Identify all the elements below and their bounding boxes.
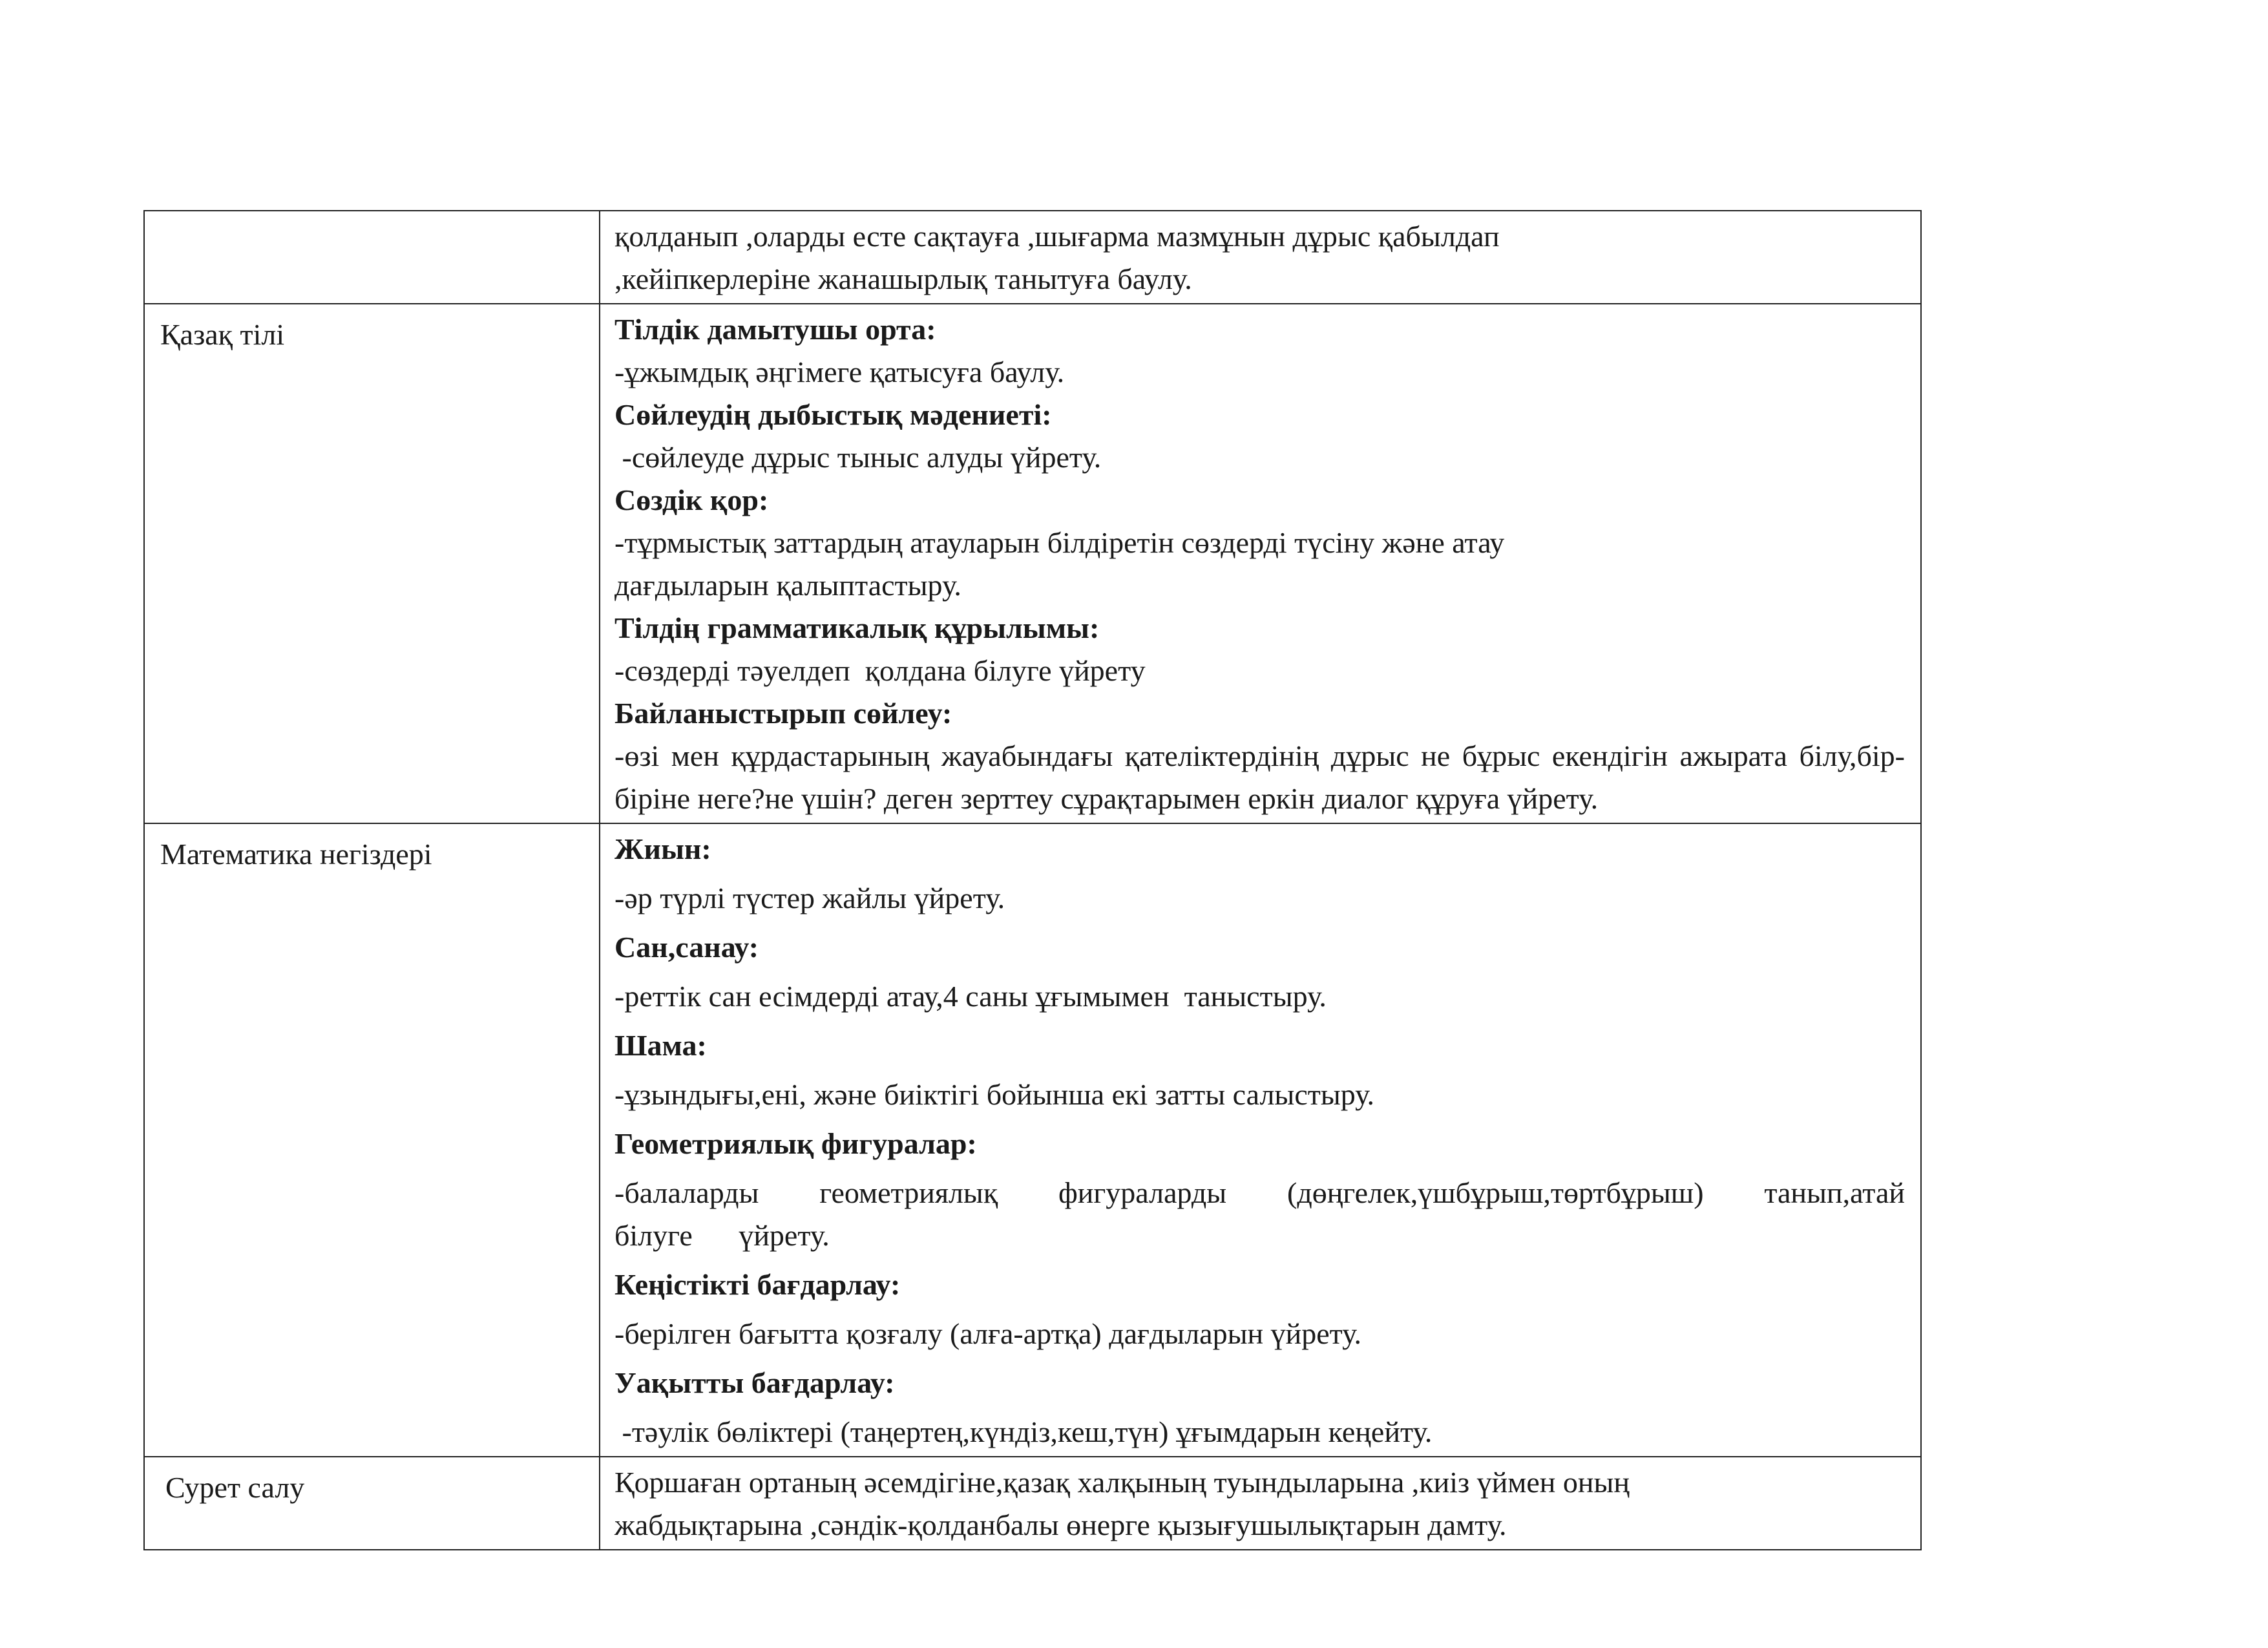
content-paragraph: -балаларды геометриялық фигураларды (дөңгелек,үшбұрыш,төртбұрыш) танып,атай білуге үйрету. xyxy=(614,1176,1905,1252)
section-heading: Байланыстырып сөйлеу: xyxy=(614,697,952,730)
table-row xyxy=(144,1457,1921,1550)
subject-cell: Математика негіздері xyxy=(144,823,600,1457)
content-line: дағдыларын қалыптастыру. xyxy=(614,569,961,602)
section-heading: Сөйлеудің дыбыстық мәдениеті: xyxy=(614,398,1052,431)
content-line: -берілген бағытта қозғалу (алға-артқа) дағдыларын үйрету. xyxy=(614,1317,1362,1350)
content-line: қолданып ,оларды есте сақтауға ,шығарма мазмұнын дұрыс қабылдап xyxy=(614,220,1500,253)
content-line: -ұжымдық әңгімеге қатысуға баулу. xyxy=(614,355,1065,388)
content-cell xyxy=(600,1457,1921,1550)
section-heading: Сан,санау: xyxy=(614,931,759,964)
subject-cell xyxy=(144,211,600,304)
content-line: -сөйлеуде дұрыс тыныс алуды үйрету. xyxy=(614,441,1102,474)
content-cell xyxy=(600,823,1921,1457)
subject-cell: Қазақ тілі xyxy=(144,304,600,823)
content-line: Қоршаған ортаның әсемдігіне,қазақ халқының туындыларына ,киіз үймен оның xyxy=(614,1466,1630,1499)
table-row xyxy=(144,304,1921,823)
section-heading: Тілдік дамытушы орта: xyxy=(614,313,936,346)
section-heading: Жиын: xyxy=(614,832,711,865)
subject-cell: Сурет салу xyxy=(144,1457,600,1550)
content-line: -тұрмыстық заттардың атауларын білдіретін сөздерді түсіну және атау xyxy=(614,526,1505,559)
content-line: -әр түрлі түстер жайлы үйрету. xyxy=(614,882,1005,914)
content-line: -ұзындығы,ені, және биіктігі бойынша екі затты салыстыру. xyxy=(614,1078,1375,1111)
content-line: жабдықтарына ,сәндік-қолданбалы өнерге қызығушылықтарын дамту. xyxy=(614,1508,1507,1541)
content-line: -сөздерді тәуелдеп қолдана білуге үйрету xyxy=(614,654,1146,687)
curriculum-table xyxy=(143,210,1922,1550)
content-line: ,кейіпкерлеріне жанашырлық танытуға баулу. xyxy=(614,262,1192,295)
section-heading: Кеңістікті бағдарлау: xyxy=(614,1268,901,1301)
section-heading: Тілдің грамматикалық құрылымы: xyxy=(614,611,1100,644)
section-heading: Уақытты бағдарлау: xyxy=(614,1366,895,1399)
content-line: -реттік сан есімдерді атау,4 саны ұғымымен таныстыру. xyxy=(614,980,1327,1013)
content-cell xyxy=(600,211,1921,304)
section-heading: Сөздік қор: xyxy=(614,483,769,516)
content-paragraph: -өзі мен құрдастарының жауабындағы қателіктердінің дұрыс не бұрыс екендігін ажырата білу,бір-біріне неге?не үшін? деген зерттеу сұрақтарымен еркін диалог құруға үйрету. xyxy=(614,739,1905,815)
table-row xyxy=(144,823,1921,1457)
content-cell xyxy=(600,304,1921,823)
section-heading: Геометриялық фигуралар: xyxy=(614,1127,977,1160)
table-row xyxy=(144,211,1921,304)
content-line: -тәулік бөліктері (таңертең,күндіз,кеш,түн) ұғымдарын кеңейту. xyxy=(614,1415,1433,1448)
section-heading: Шама: xyxy=(614,1029,707,1062)
